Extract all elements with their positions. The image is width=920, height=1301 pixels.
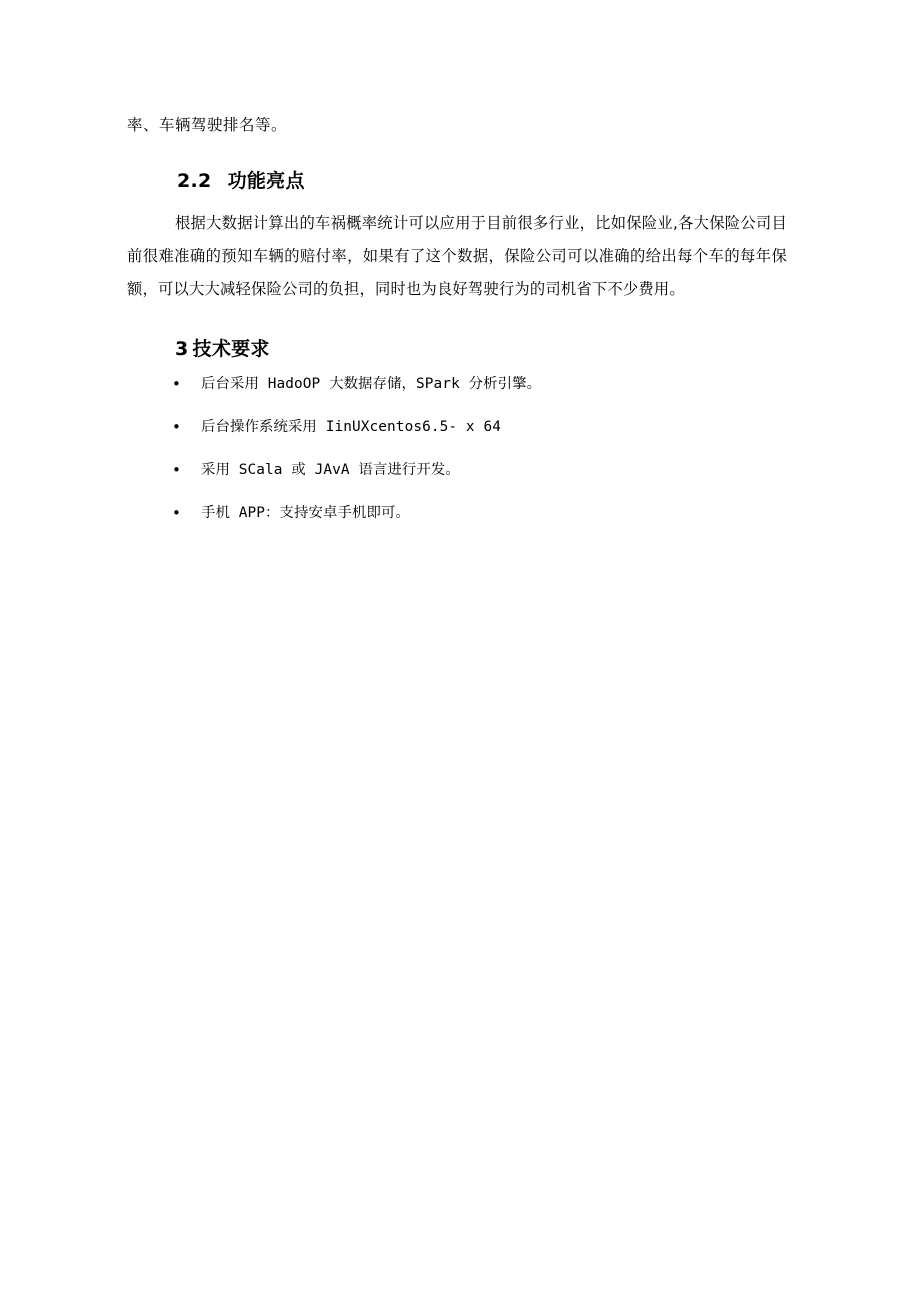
section-number-3: 3 [175,338,189,360]
technical-requirements-list [127,373,787,524]
list-item [127,373,787,395]
list-item-label: 后台采用 HadoOP 大数据存储，SPark 分析引擎。 [201,376,542,392]
section-title-3: 技术要求 [192,338,270,360]
bullet-icon: • [172,504,181,522]
bullet-icon: • [172,418,181,436]
section-number-2-2: 2.2 [177,170,212,192]
list-item-label: 手机 APP：支持安卓手机即可。 [201,505,410,521]
list-item [127,502,787,524]
list-item-label: 后台操作系统采用 IinUXcentos6.5- x 64 [201,419,501,435]
bullet-icon: • [172,461,181,479]
list-item-label: 采用 SCala 或 JAvA 语言进行开发。 [201,462,460,478]
section-2-2-paragraph: 根据大数据计算出的车祸概率统计可以应用于目前很多行业，比如保险业,各大保险公司目前很难准确的预知车辆的赔付率，如果有了这个数据，保险公司可以准确的给出每个车的每年保额，可以大大减轻保险公司的负担，同时也为良好驾驶行为的司机省下不少费用。 [127,214,787,298]
document-content [127,110,787,545]
section-title-2-2: 功能亮点 [227,170,305,192]
list-item [127,459,787,481]
carryover-text: 率、车辆驾驶排名等。 [127,116,288,134]
section-heading-2-2 [127,166,787,193]
bullet-icon: • [172,375,181,393]
list-item [127,416,787,438]
section-heading-3 [127,334,787,361]
